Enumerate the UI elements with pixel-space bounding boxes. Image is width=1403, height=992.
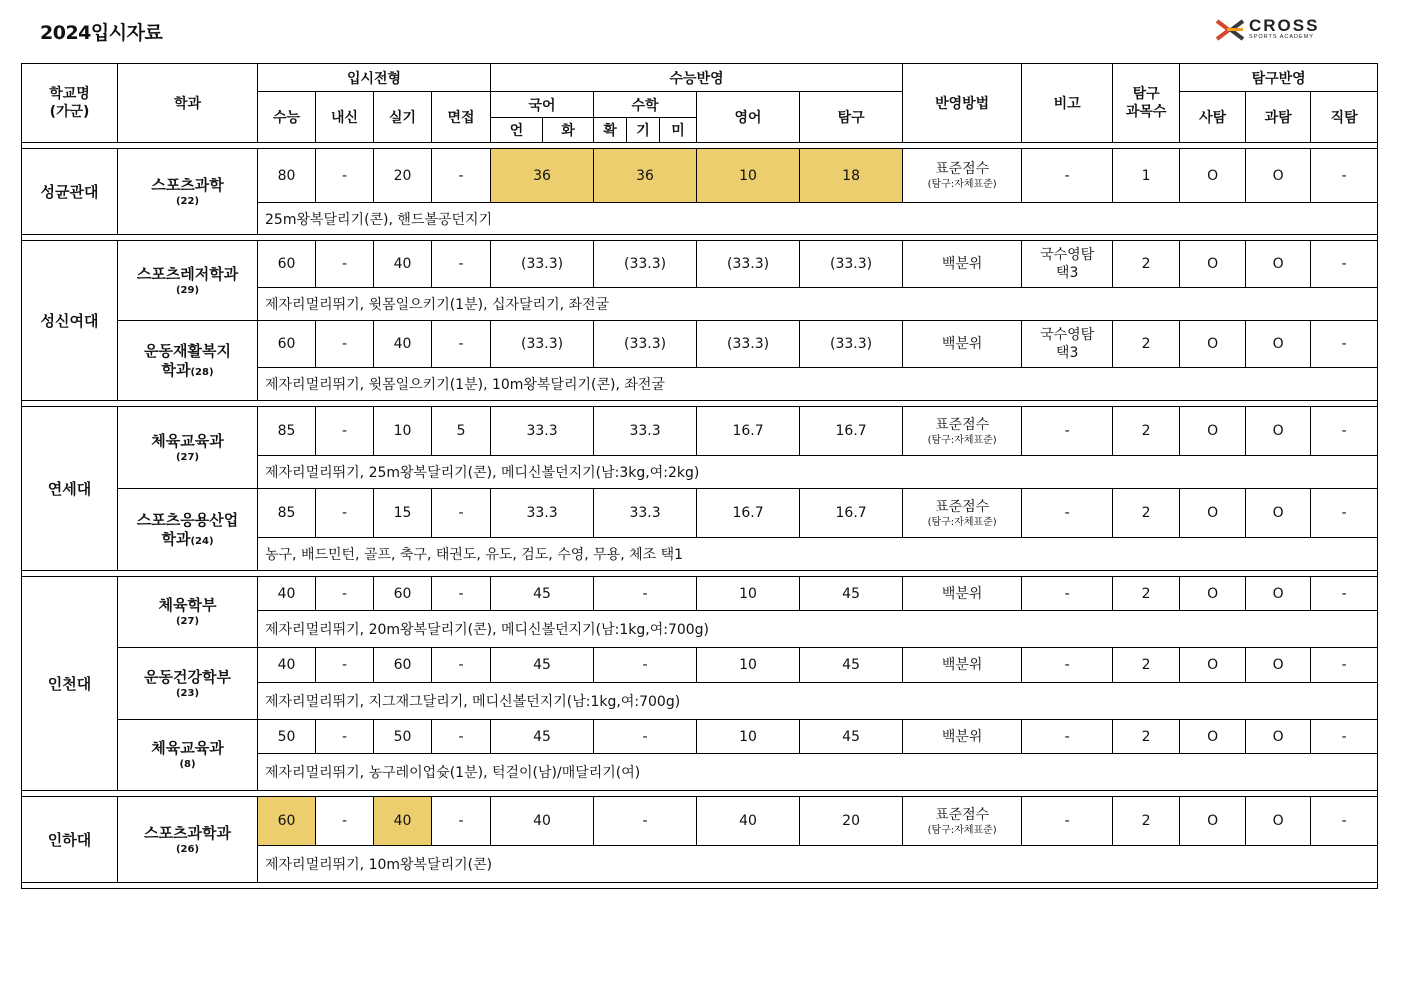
- school-name: 성신여대: [22, 241, 118, 401]
- header-math-c: 미: [660, 118, 697, 143]
- note-value: [1022, 407, 1113, 456]
- interview-value: -: [432, 720, 491, 754]
- dept-cell: [118, 321, 258, 401]
- tamgu-value: 45: [800, 577, 903, 611]
- tamgu-value: 20: [800, 797, 903, 846]
- note-text: -: [1064, 423, 1070, 439]
- method-cell: [903, 648, 1022, 683]
- table-row: [22, 241, 1378, 288]
- method-cell: [903, 321, 1022, 368]
- social-value: O: [1180, 489, 1246, 538]
- method-cell: [903, 797, 1022, 846]
- tamgu-count-value: 2: [1113, 648, 1180, 683]
- naesin-value: -: [316, 149, 374, 203]
- header-note: 비고: [1022, 64, 1113, 143]
- header-math-a: 확: [594, 118, 627, 143]
- interview-value: -: [432, 149, 491, 203]
- dept-name: 스포츠과학: [151, 175, 224, 194]
- practical-events: 제자리멀리뛰기, 윗몸일으키기(1분), 십자달리기, 좌전굴: [258, 288, 1378, 321]
- note-text: 국수영탐 택3: [1040, 327, 1095, 361]
- dept-code: (23): [175, 687, 200, 699]
- header-tamgu-count: 탐구 과목수: [1113, 64, 1180, 143]
- dept-name: 체육교육과: [151, 431, 224, 450]
- tamgu-value: (33.3): [800, 321, 903, 368]
- tamgu-count-value: 2: [1113, 241, 1180, 288]
- vocational-value: -: [1311, 489, 1378, 538]
- dept-cell: [118, 648, 258, 720]
- english-value: 10: [697, 149, 800, 203]
- method-cell: [903, 720, 1022, 754]
- vocational-value: -: [1311, 321, 1378, 368]
- note-text: -: [1064, 505, 1070, 521]
- naesin-value: -: [316, 797, 374, 846]
- interview-value: -: [432, 577, 491, 611]
- method-text: 표준점수: [935, 416, 990, 433]
- tamgu-value: 18: [800, 149, 903, 203]
- header-english: 영어: [697, 92, 800, 143]
- table-row: [22, 577, 1378, 611]
- tamgu-value: 16.7: [800, 489, 903, 538]
- dept-code: (27): [175, 616, 200, 627]
- dept-code: (22): [175, 195, 200, 207]
- admission-table: [21, 63, 1378, 889]
- tamgu-count-value: 2: [1113, 407, 1180, 456]
- silgi-value: 40: [374, 797, 432, 846]
- logo-tagline: SPORTS ACADEMY: [1249, 34, 1314, 40]
- header-school: 학교명 (가군): [22, 64, 118, 143]
- method-cell: [903, 241, 1022, 288]
- practical-events: 제자리멀리뛰기, 지그재그달리기, 메디신볼던지기(남:1kg,여:700g): [258, 683, 1378, 720]
- dept-code: (29): [175, 284, 200, 296]
- method-cell: [903, 407, 1022, 456]
- silgi-value: 60: [374, 648, 432, 683]
- dept-code: (26): [175, 843, 200, 855]
- suneung-value: 85: [258, 489, 316, 538]
- social-value: O: [1180, 241, 1246, 288]
- tamgu-count-value: 2: [1113, 577, 1180, 611]
- silgi-value: 15: [374, 489, 432, 538]
- note-value: [1022, 241, 1113, 288]
- science-value: O: [1246, 241, 1311, 288]
- korean-value: (33.3): [491, 321, 594, 368]
- dept-code: (8): [179, 759, 196, 770]
- note-value: [1022, 149, 1113, 203]
- method-text: 표준점수: [935, 161, 990, 177]
- tamgu-count-value: 2: [1113, 489, 1180, 538]
- method-subtext: (탐구:자체표준): [927, 434, 997, 446]
- header-tamgu: 탐구: [800, 92, 903, 143]
- dept-name: 스포츠응용산업: [136, 510, 239, 529]
- method-cell: [903, 577, 1022, 611]
- science-value: O: [1246, 321, 1311, 368]
- english-value: 40: [697, 797, 800, 846]
- vocational-value: -: [1311, 648, 1378, 683]
- science-value: O: [1246, 577, 1311, 611]
- suneung-value: 85: [258, 407, 316, 456]
- interview-value: -: [432, 321, 491, 368]
- note-text: -: [1064, 657, 1070, 673]
- tamgu-value: (33.3): [800, 241, 903, 288]
- header-interview: 면접: [432, 92, 491, 143]
- science-value: O: [1246, 149, 1311, 203]
- cross-logo: [1215, 16, 1350, 43]
- header-korean-b: 화: [543, 118, 594, 143]
- practical-events: 25m왕복달리기(콘), 핸드볼공던지기: [258, 203, 1378, 235]
- social-value: O: [1180, 149, 1246, 203]
- practical-events: 농구, 배드민턴, 골프, 축구, 태권도, 유도, 검도, 수영, 무용, 체조 택1: [258, 538, 1378, 571]
- method-text: 백분위: [941, 585, 983, 602]
- method-subtext: (탐구:자체표준): [927, 516, 997, 528]
- science-value: O: [1246, 407, 1311, 456]
- suneung-value: 60: [258, 797, 316, 846]
- math-value: -: [594, 648, 697, 683]
- vocational-value: -: [1311, 577, 1378, 611]
- math-value: -: [594, 577, 697, 611]
- dept-name: 운동건강학부: [144, 667, 231, 686]
- table-row: [22, 797, 1378, 846]
- method-cell: [903, 149, 1022, 203]
- method-subtext: (탐구:자체표준): [927, 824, 997, 836]
- header-science: 과탐: [1246, 92, 1311, 143]
- header-silgi: 실기: [374, 92, 432, 143]
- suneung-value: 80: [258, 149, 316, 203]
- header-korean: 국어: [491, 92, 594, 118]
- header-method: 반영방법: [903, 64, 1022, 143]
- page-title: 2024입시자료: [40, 22, 163, 44]
- suneung-value: 40: [258, 648, 316, 683]
- naesin-value: -: [316, 577, 374, 611]
- math-value: (33.3): [594, 241, 697, 288]
- dept-name-line2: 학과(24): [161, 529, 214, 548]
- vocational-value: -: [1311, 241, 1378, 288]
- note-value: [1022, 720, 1113, 754]
- method-text: 백분위: [941, 336, 983, 352]
- interview-value: -: [432, 241, 491, 288]
- social-value: O: [1180, 720, 1246, 754]
- header-vocational: 직탐: [1311, 92, 1378, 143]
- header-math-b: 기: [627, 118, 660, 143]
- social-value: O: [1180, 407, 1246, 456]
- korean-value: 40: [491, 797, 594, 846]
- korean-value: 45: [491, 648, 594, 683]
- method-text: 백분위: [941, 728, 983, 745]
- practical-events: 제자리멀리뛰기, 10m왕복달리기(콘): [258, 846, 1378, 883]
- table-row: [22, 407, 1378, 456]
- tamgu-value: 16.7: [800, 407, 903, 456]
- header-math: 수학: [594, 92, 697, 118]
- math-value: 36: [594, 149, 697, 203]
- interview-value: -: [432, 489, 491, 538]
- tamgu-count-value: 2: [1113, 797, 1180, 846]
- math-value: 33.3: [594, 489, 697, 538]
- english-value: (33.3): [697, 241, 800, 288]
- korean-value: 33.3: [491, 489, 594, 538]
- dept-cell: [118, 407, 258, 489]
- social-value: O: [1180, 577, 1246, 611]
- tamgu-count-value: 2: [1113, 720, 1180, 754]
- table-row: [22, 720, 1378, 754]
- dept-code: (24): [190, 535, 214, 547]
- method-text: 표준점수: [935, 806, 990, 823]
- practical-events: 제자리멀리뛰기, 윗몸일으키기(1분), 10m왕복달리기(콘), 좌전굴: [258, 368, 1378, 401]
- social-value: O: [1180, 321, 1246, 368]
- silgi-value: 40: [374, 241, 432, 288]
- korean-value: (33.3): [491, 241, 594, 288]
- vocational-value: -: [1311, 797, 1378, 846]
- tamgu-value: 45: [800, 648, 903, 683]
- science-value: O: [1246, 720, 1311, 754]
- silgi-value: 50: [374, 720, 432, 754]
- header-tamgu-reflect: 탐구반영: [1180, 64, 1378, 92]
- silgi-value: 10: [374, 407, 432, 456]
- school-name: 연세대: [22, 407, 118, 571]
- math-value: (33.3): [594, 321, 697, 368]
- science-value: O: [1246, 648, 1311, 683]
- vocational-value: -: [1311, 149, 1378, 203]
- dept-name: 스포츠과학과: [144, 823, 231, 842]
- header-suneung-reflect: 수능반영: [491, 64, 903, 92]
- note-value: [1022, 489, 1113, 538]
- suneung-value: 50: [258, 720, 316, 754]
- suneung-value: 40: [258, 577, 316, 611]
- note-text: -: [1064, 728, 1070, 745]
- method-cell: [903, 489, 1022, 538]
- korean-value: 36: [491, 149, 594, 203]
- note-value: [1022, 321, 1113, 368]
- table-row: [22, 149, 1378, 203]
- math-value: 33.3: [594, 407, 697, 456]
- interview-value: -: [432, 797, 491, 846]
- header-naesin: 내신: [316, 92, 374, 143]
- vocational-value: -: [1311, 407, 1378, 456]
- suneung-value: 60: [258, 241, 316, 288]
- english-value: 16.7: [697, 407, 800, 456]
- header-admission: 입시전형: [258, 64, 491, 92]
- tamgu-count-value: 1: [1113, 149, 1180, 203]
- social-value: O: [1180, 797, 1246, 846]
- math-value: -: [594, 720, 697, 754]
- cross-logo-icon: [1215, 19, 1245, 41]
- silgi-value: 40: [374, 321, 432, 368]
- practical-events: 제자리멀리뛰기, 25m왕복달리기(콘), 메디신볼던지기(남:3kg,여:2kg): [258, 456, 1378, 489]
- interview-value: 5: [432, 407, 491, 456]
- naesin-value: -: [316, 321, 374, 368]
- practical-events: 제자리멀리뛰기, 20m왕복달리기(콘), 메디신볼던지기(남:1kg,여:700g): [258, 611, 1378, 648]
- dept-code: (28): [190, 366, 214, 378]
- dept-name: 체육학부: [158, 596, 217, 614]
- note-text: 국수영탐 택3: [1040, 247, 1095, 281]
- school-name: 인천대: [22, 577, 118, 791]
- naesin-value: -: [316, 720, 374, 754]
- english-value: (33.3): [697, 321, 800, 368]
- silgi-value: 60: [374, 577, 432, 611]
- note-value: [1022, 648, 1113, 683]
- logo-brand: CROSS: [1249, 16, 1320, 35]
- method-subtext: (탐구:자체표준): [927, 179, 997, 190]
- note-text: -: [1064, 585, 1070, 602]
- naesin-value: -: [316, 407, 374, 456]
- english-value: 10: [697, 577, 800, 611]
- dept-code: (27): [175, 451, 200, 463]
- social-value: O: [1180, 648, 1246, 683]
- tamgu-value: 45: [800, 720, 903, 754]
- dept-cell: [118, 489, 258, 571]
- dept-cell: [118, 577, 258, 648]
- dept-name: 체육교육과: [151, 739, 224, 757]
- school-name: 인하대: [22, 797, 118, 883]
- science-value: O: [1246, 489, 1311, 538]
- english-value: 16.7: [697, 489, 800, 538]
- note-value: [1022, 577, 1113, 611]
- english-value: 10: [697, 720, 800, 754]
- math-value: -: [594, 797, 697, 846]
- dept-cell: [118, 149, 258, 235]
- practical-events: 제자리멀리뛰기, 농구레이업슛(1분), 턱걸이(남)/매달리기(여): [258, 754, 1378, 791]
- method-text: 백분위: [941, 657, 983, 673]
- naesin-value: -: [316, 489, 374, 538]
- tamgu-count-value: 2: [1113, 321, 1180, 368]
- table-row: [22, 321, 1378, 368]
- method-text: 표준점수: [935, 498, 990, 515]
- dept-name-line2: 학과(28): [161, 360, 214, 379]
- note-text: -: [1064, 167, 1070, 184]
- silgi-value: 20: [374, 149, 432, 203]
- dept-name: 운동재활복지: [144, 341, 231, 360]
- suneung-value: 60: [258, 321, 316, 368]
- header-dept: 학과: [118, 64, 258, 143]
- table-row: [22, 489, 1378, 538]
- dept-name: 스포츠레저학과: [136, 264, 239, 283]
- korean-value: 33.3: [491, 407, 594, 456]
- dept-cell: [118, 241, 258, 321]
- science-value: O: [1246, 797, 1311, 846]
- header-korean-a: 언: [491, 118, 543, 143]
- separator-cell: [22, 883, 1378, 889]
- header-suneung: 수능: [258, 92, 316, 143]
- vocational-value: -: [1311, 720, 1378, 754]
- note-text: -: [1064, 813, 1070, 829]
- naesin-value: -: [316, 241, 374, 288]
- header-social: 사탐: [1180, 92, 1246, 143]
- note-value: [1022, 797, 1113, 846]
- dept-cell: [118, 797, 258, 883]
- interview-value: -: [432, 648, 491, 683]
- english-value: 10: [697, 648, 800, 683]
- school-name: 성균관대: [22, 149, 118, 235]
- naesin-value: -: [316, 648, 374, 683]
- table-end-separator: [22, 883, 1378, 889]
- dept-cell: [118, 720, 258, 791]
- korean-value: 45: [491, 577, 594, 611]
- table-row: [22, 648, 1378, 683]
- korean-value: 45: [491, 720, 594, 754]
- method-text: 백분위: [941, 256, 983, 272]
